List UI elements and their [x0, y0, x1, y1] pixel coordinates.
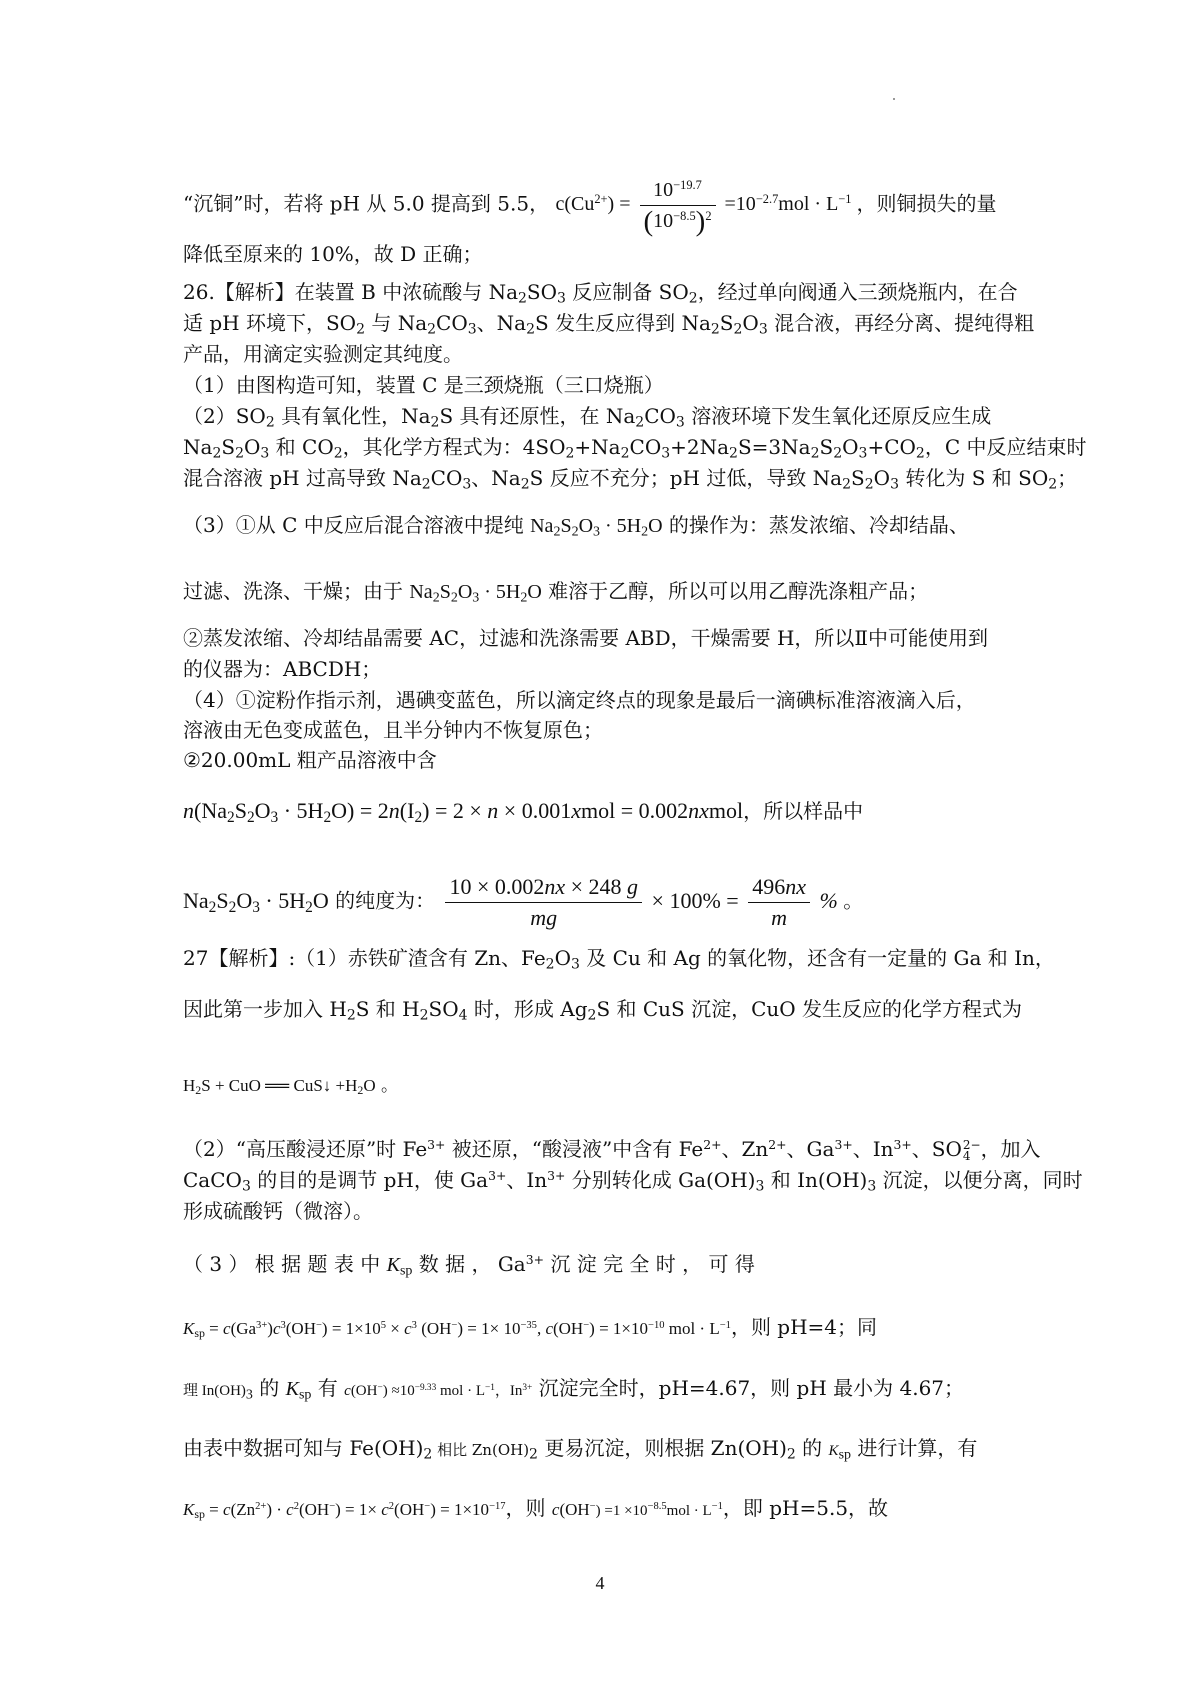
formula-cu-concentration: $c(Cu^{2+})$ = $\frac{10^{-19.7}}{(10^{-8.5})^2}$ $=10^{-2.7}mol \cdot L^{-1}$ [555, 193, 856, 215]
fraction: $\frac{10^{-19.7}}{(10^{-8.5})^2}$ [640, 175, 716, 236]
line-17-equation: $n(Na_2S_2O_3 \cdot 5H_2O) = 2n(I_2) = 2 \times n$ × 0.001xmol = 0.002nxmol，所以样品中 [183, 798, 864, 826]
line-28: 由表中数据可知与 $Fe(OH)_2$ 相比 $Zn(OH)_2$ 更易沉淀，则根据 $Zn(OH)_2$ 的 $K_{sp}$ 进行计算，有 [183, 1436, 978, 1463]
line-12: ②蒸发浓缩、冷却结晶需要 AC，过滤和洗涤需要 ABD，干燥需要 H，所以Ⅱ中可能使用到 [183, 626, 989, 650]
line-26-equation: $K_{sp} = c(Ga^{3+})c^3(OH^-) = 1\times 10^5 \times c^3$ $(OH^-) = 1\times 10^{-35}$, $c(OH^-) = 1\times 10^{-10}$ mol · $L^{-1}$，则 pH=4；同 [183, 1315, 878, 1340]
scan-speck [893, 98, 895, 100]
line-25: （ 3 ） 根 据 题 表 中 $K_{sp}$ 数 据 ， $Ga^{3+}$ 沉 淀 完 全 时 ， 可 得 [183, 1252, 755, 1279]
line-6: （1）由图构造可知，装置 C 是三颈烧瓶（三口烧瓶） [183, 373, 664, 397]
line-21-reaction: $H_2S$ + CuO ══ CuS↓ $+H_2O$ 。 [183, 1076, 399, 1097]
line-18: $Na_2S_2O_3 \cdot 5H_2O$ 的纯度为： $\frac{10 \times 0.002nx \times 248 g}{mg}$ × 100% = $\frac{496nx}{m}$ % 。 [183, 874, 864, 930]
line-7: $(2)SO_2$ 具有氧化性，$Na_2S$ 具有还原性，在 $Na_2CO_3$ 溶液环境下发生氧化还原反应生成 [183, 404, 992, 431]
line-3: 26.【解析】在装置 B 中浓硫酸与 $Na_2SO_3$ 反应制备 $SO_2$，经过单向阀通入三颈烧瓶内，在合 [183, 280, 1018, 307]
line-1: “沉铜”时，若将 pH 从 5.0 提高到 5.5， $c(Cu^{2+})$ = $\frac{10^{-19.7}}{(10^{-8.5})^2}$ $=10^{-2.7}mol \cdot L^{-1}$ ，则铜损失的量 [183, 175, 996, 236]
line-2: 降低至原来的 10%，故 D 正确； [183, 242, 483, 266]
line-22: （2）“高压酸浸还原”时 $Fe^{3+}$ 被还原，“酸浸液”中含有 $Fe^{2+}$、$Zn^{2+}$、$Ga^{3+}$、$In^{3+}$、SO 2− 4 ，加入 [183, 1137, 1041, 1163]
line-15: 溶液由无色变成蓝色，且半分钟内不恢复原色； [183, 718, 603, 742]
line-27: 理 $In(OH)_3$ 的 $K_{sp}$ 有 $c(OH^-) \approx 10^{-9.33}$ mol · $L^{-1}$，$In^{3+}$ 沉淀完全时，pH=4.67，则 pH 最小为 4.67； [183, 1376, 965, 1403]
line-4: 适 pH 环境下，$SO_2$ 与 $Na_2CO_3$、$Na_2S$ 发生反应得到 $Na_2S_2O_3$ 混合液，再经分离、提纯得粗 [183, 311, 1035, 338]
line-13: 的仪器为：ABCDH； [183, 657, 382, 681]
line-11: 过滤、洗涤、干燥；由于 $Na_2S_2O_3 \cdot 5H_2O$ 难溶于乙醇，所以可以用乙醇洗涤粗产品； [183, 579, 929, 606]
line-19: 27【解析】:（1）赤铁矿渣含有 Zn、$Fe_2O_3$ 及 Cu 和 Ag 的氧化物，还含有一定量的 Ga 和 In， [183, 946, 1055, 973]
line-10: （3）①从 C 中反应后混合溶液中提纯 $Na_2S_2O_3 \cdot 5H_2O$ 的操作为：蒸发浓缩、冷却结晶、 [183, 513, 969, 540]
purity-formula: $\frac{10 \times 0.002nx \times 248 g}{mg}$ × 100% = $\frac{496nx}{m}$ % [441, 888, 843, 913]
line-5: 产品，用滴定实验测定其纯度。 [183, 342, 463, 366]
line-16: ②20.00mL 粗产品溶液中含 [183, 748, 437, 772]
line-14: （4）①淀粉作指示剂，遇碘变蓝色，所以滴定终点的现象是最后一滴碘标准溶液滴入后， [183, 688, 976, 712]
line-24: 形成硫酸钙（微溶）。 [183, 1199, 373, 1223]
line-8: $Na_2S_2O_3$ 和 $CO_2$，其化学方程式为：$4SO_2+Na_2CO_3+2Na_2S=3Na_2S_2O_3+CO_2$，C 中反应结束时 [183, 435, 1087, 462]
page-number: 4 [595, 1573, 605, 1593]
line-29: $K_{sp} = c(Zn^{2+}) \cdot c^2(OH^-) = 1\times c^2(OH^-) = 1\times 10^{-17}$，则 $c(OH^-) =1 \times 10^{-8.5}mol \cdot L^{-1}$，即 pH=5.5，故 [183, 1496, 889, 1521]
line-23: CaCO$_3$ 的目的是调节 pH，使 $Ga^{3+}$、$In^{3+}$ 分别转化成 $Ga(OH)_3$ 和 $In(OH)_3$ 沉淀，以便分离，同时 [183, 1168, 1083, 1195]
line-20: 因此第一步加入 $H_2S$ 和 $H_2SO_4$ 时，形成 $Ag_2S$ 和 CuS 沉淀，CuO 发生反应的化学方程式为 [183, 997, 1023, 1024]
line-9: 混合溶液 pH 过高导致 $Na_2CO_3$、$Na_2S$ 反应不充分；pH 过低，导致 $Na_2S_2O_3$ 转化为 S 和 $SO_2$； [183, 466, 1078, 493]
